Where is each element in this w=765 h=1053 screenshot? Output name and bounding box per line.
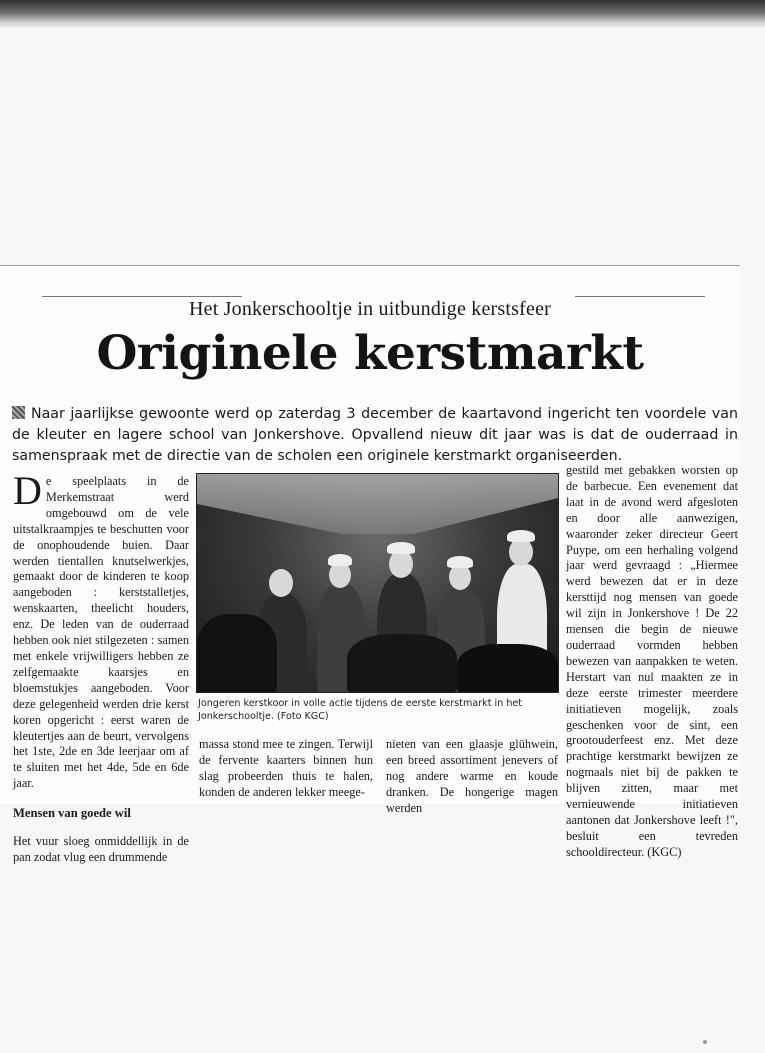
column-3 bbox=[386, 737, 558, 817]
column-1-text: e speelplaats in de Merkemstraat werd omgebouwd om de vele uitstalkraampjes te beschutten voor de onophoudende buien. Daar werden tientallen knutselwerkjes, gemaakt door de kinderen te koop aangeboden : kerststalletjes, wenskaarten, theelicht houders, enz. De leden van de ouderraad hebben ook niet stilgezeten : samen met enkele vrijwilligers hebben ze zelfgemaakte kaarsjes en bloemstukjes aangeboden. Voor deze gelegenheid werden drie kerst koren opgericht : eerst waren de kleutertjes aan de beurt, vervolgens het 1ste, 2de en 3de leerjaar om af te sluiten met het 4de, 5de en 6de jaar. bbox=[13, 474, 189, 791]
bullet-icon bbox=[12, 406, 25, 419]
tent-roof bbox=[197, 474, 558, 534]
drop-cap: D bbox=[13, 468, 42, 513]
newspaper-clipping bbox=[0, 265, 740, 864]
article-headline: Originele kerstmarkt bbox=[96, 326, 644, 381]
column-2-text: massa stond mee te zingen. Terwijl de fervente kaarters binnen hun slag probeerden thuis te halen, konden de anderen lekker meege- bbox=[199, 737, 373, 799]
section-heading: Mensen van goede wil bbox=[13, 806, 131, 821]
column-4 bbox=[566, 463, 738, 861]
column-1-text-2: Het vuur sloeg onmiddellijk in de pan zodat vlug een drummende bbox=[13, 834, 189, 864]
article-kicker: Het Jonkerschooltje in uitbundige kerstsfeer bbox=[188, 298, 552, 320]
rule-right bbox=[575, 296, 705, 297]
article-lead bbox=[12, 404, 738, 467]
lead-text: Naar jaarlijkse gewoonte werd op zaterdag 3 december de kaartavond ingericht ten voordele van de kleuter en lagere school van Jonkershove. Opvallend nieuw dit jaar was is dat de ouderraad in samenspraak met de directie van de scholen een originele kerstmarkt organiseerden. bbox=[12, 406, 738, 464]
column-1 bbox=[13, 468, 189, 866]
scan-shadow bbox=[0, 0, 765, 28]
scan-speck bbox=[703, 1040, 707, 1044]
rule-left bbox=[42, 296, 242, 297]
column-3-text: nieten van een glaasje glühwein, een breed assortiment jenevers of nog andere warme en koude dranken. De hongerige magen werden bbox=[386, 737, 558, 815]
column-4-text: gestild met gebakken worsten op de barbecue. Een evenement dat laat in de avond werd afgesloten en door alle aanwezigen, waaronder zeker directeur Geert Puype, om een herhaling volgend jaar werd gevraagd : „Hiermee werd bewezen dat er in deze kersttijd nog mensen van goede wil zijn in Jonkershove ! De 22 mensen die begin de nieuwe ouderraad vormden hebben bewezen van aanpakken te weten. Herstart van nul maakten ze in deze eerste trimester meerdere initiatieven mogelijk, zoals geschenken voor de sint, een grootouderfeest enz. Met deze prachtige kerstmarkt bewijzen ze nogmaals niet bij de pakken te blijven zitten, maar met vernieuwende initiatieven aantonen dat Jonkershove leeft !", besluit een tevreden schooldirecteur. (KGC) bbox=[566, 463, 738, 859]
photo-caption: Jongeren kerstkoor in volle actie tijdens de eerste kerstmarkt in het Jonkerschooltje. (Foto KGC) bbox=[198, 698, 523, 722]
choir-photo bbox=[196, 473, 559, 693]
column-2 bbox=[199, 737, 373, 801]
